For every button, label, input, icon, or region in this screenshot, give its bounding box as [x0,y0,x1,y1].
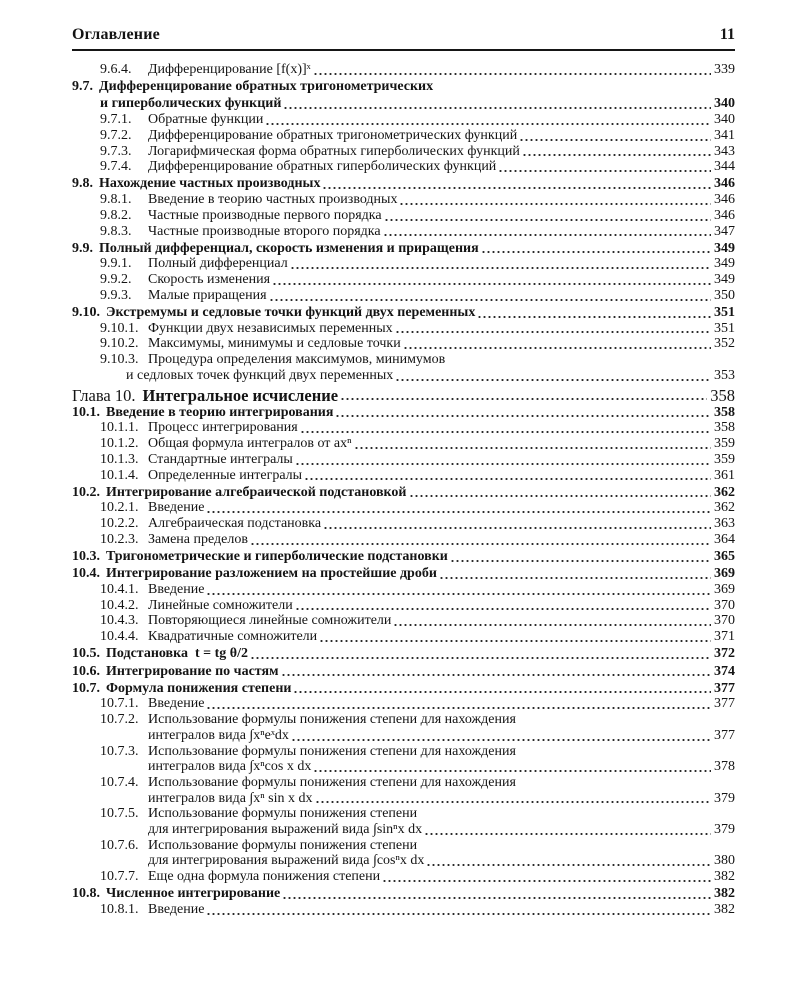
entry-number: 10.1.2. [100,436,139,452]
toc-entry [72,613,735,629]
entry-title: Замена пределов [148,531,248,547]
entry-title: Еще одна формула понижения степени [148,869,381,885]
toc-entry [72,436,735,452]
toc-entry [72,241,735,257]
entry-page: 351 [714,320,735,336]
page-number: 11 [719,26,735,43]
entry-number: 9.7.2. [100,127,132,143]
entry-page: 351 [714,305,735,321]
entry-title: Повторяющиеся линейные сомножители [148,613,392,629]
entry-page: 358 [710,385,735,405]
entry-number: 9.10.3. [100,352,139,368]
entry-page: 353 [714,367,735,383]
entry-number: 10.8. [72,886,100,902]
toc-entry [72,566,735,582]
entry-title: Квадратичные сомножители [148,629,318,645]
entry-page: 379 [714,790,735,806]
dot-leader [439,569,711,582]
toc-list [72,62,735,918]
dot-leader [295,600,711,613]
dot-leader [206,585,711,598]
entry-title: Интегральное исчисление [142,385,339,405]
entry-page: 346 [714,207,735,223]
entry-page: 340 [714,112,735,128]
dot-leader [322,179,711,192]
entry-number: 10.1.3. [100,451,139,467]
entry-number: 10.4. [72,566,100,582]
toc-entry [72,368,735,384]
toc-entry [72,582,735,598]
entry-number: 9.10. [72,305,100,321]
entry-page: 364 [714,531,735,547]
toc-entry [72,681,735,697]
toc-entry [72,728,735,744]
entry-title: Обратные функции [148,112,264,128]
dot-leader [293,683,711,696]
dot-leader [395,371,711,384]
entry-title: Логарифмическая форма обратных гиперболических функций [148,143,520,159]
entry-title: Введение в теорию частных производных [148,192,398,208]
toc-entry [72,775,735,791]
entry-page: 363 [714,516,735,532]
entry-page: 359 [714,451,735,467]
entry-title: Нахождение частных производных [99,176,321,192]
entry-number: 9.7.3. [100,143,132,159]
entry-page: 372 [714,646,735,662]
dot-leader [206,699,711,712]
entry-title: Интегрирование разложением на простейшие дроби [106,566,437,582]
entry-number: 10.4.4. [100,629,139,645]
entry-title: Алгебраическая подстановка [148,516,322,532]
toc-entry [72,305,735,321]
entry-page: 352 [714,336,735,352]
dot-leader [269,291,711,304]
toc-entry [72,79,735,95]
entry-title: Численное интегрирование [106,886,281,902]
entry-page: 374 [714,663,735,679]
entry-page: 377 [714,696,735,712]
toc-entry [72,144,735,160]
dot-leader [304,470,711,483]
entry-number: 9.10.1. [100,320,139,336]
toc-entry [72,806,735,822]
dot-leader [300,423,711,436]
entry-title: Линейные сомножители [148,597,293,613]
entry-title: Использование формулы понижения степени для нахождения [148,743,516,759]
dot-leader [393,616,711,629]
dot-leader [295,455,711,468]
dot-leader [323,519,711,532]
dot-leader [206,905,711,918]
toc-entry [72,886,735,902]
toc-entry [72,646,735,662]
entry-title: Функции двух независимых переменных [148,320,393,336]
entry-number: 9.9.2. [100,272,132,288]
entry-page: 347 [714,223,735,239]
toc-entry [72,791,735,807]
toc-entry [72,96,735,112]
dot-leader [272,275,711,288]
entry-title: Интегрирование алгебраической подстановкой [106,484,407,500]
dot-leader [313,65,711,78]
entry-number: 10.6. [72,663,100,679]
entry-number: 9.8.3. [100,223,132,239]
toc-entry [72,744,735,760]
toc-entry [72,128,735,144]
dot-leader [265,115,711,128]
entry-number: 9.7.4. [100,159,132,175]
entry-title: Максимумы, минимумы и седловые точки [148,336,401,352]
toc-entry [72,208,735,224]
dot-leader [399,195,711,208]
toc-heading: Оглавление [72,26,160,43]
entry-page: 349 [714,272,735,288]
entry-title: Использование формулы понижения степени для нахождения [148,712,516,728]
dot-leader [450,552,711,565]
dot-leader [283,99,711,112]
entry-title: Дифференцирование обратных тригонометрических функций [148,127,518,143]
toc-entry [72,336,735,352]
dot-leader [250,535,711,548]
entry-title: Дифференцирование обратных гиперболических функций [148,159,497,175]
dot-leader [424,825,711,838]
entry-page: 340 [714,96,735,112]
toc-entry [72,420,735,436]
page-header [72,26,735,44]
entry-page: 369 [714,566,735,582]
dot-leader [498,162,711,175]
entry-title: Формула понижения степени [106,680,292,696]
entry-number: 10.7.2. [100,712,139,728]
entry-number: 10.4.1. [100,582,139,597]
entry-number: 9.8. [72,176,93,192]
entry-page: 359 [714,436,735,452]
entry-title: Дифференцирование обратных тригонометрических [99,79,434,95]
entry-title: Использование формулы понижения степени [148,806,418,822]
dot-leader [291,731,711,744]
entry-number: 10.1.1. [100,420,139,436]
entry-title: Полный дифференциал [148,256,288,272]
entry-number: 10.7.3. [100,743,139,759]
entry-title: интегралов вида ∫xⁿeˣdx [148,727,289,743]
entry-number: 10.7. [72,680,100,696]
toc-entry [72,869,735,885]
entry-title: Использование формулы понижения степени для нахождения [148,774,516,790]
toc-entry [72,902,735,918]
dot-leader [519,131,711,144]
entry-page: 369 [714,582,735,597]
dot-leader [384,211,711,224]
entry-page: 378 [714,759,735,775]
dot-leader [383,226,711,239]
entry-number: Глава 10. [72,385,136,405]
toc-entry [72,256,735,272]
dot-leader [340,390,707,403]
dot-leader [426,856,711,869]
entry-title: и гиперболических функций [100,96,282,112]
entry-title: Стандартные интегралы [148,451,293,467]
toc-entry [72,712,735,728]
entry-number: 10.7.4. [100,774,139,790]
dot-leader [403,339,711,352]
entry-page: 341 [714,127,735,143]
toc-entry [72,853,735,869]
entry-title: Экстремумы и седловые точки функций двух переменных [106,305,476,321]
entry-page: 382 [714,902,735,918]
dot-leader [206,503,711,516]
toc-entry [72,485,735,501]
dot-leader [382,872,711,885]
toc-entry [72,759,735,775]
toc-entry [72,822,735,838]
dot-leader [319,632,711,645]
entry-title: для интегрирования выражений вида ∫sinⁿx dx [148,822,423,838]
entry-title: и седловых точек функций двух переменных [126,367,394,383]
toc-entry [72,192,735,208]
entry-number: 10.1.4. [100,467,139,483]
header-rule [72,49,735,51]
entry-page: 380 [714,853,735,869]
entry-number: 10.2.2. [100,516,139,532]
entry-number: 10.2.1. [100,500,139,516]
entry-number: 10.1. [72,404,100,420]
dot-leader [395,323,711,336]
entry-title: Скорость изменения [148,272,271,288]
entry-number: 10.7.1. [100,696,139,712]
entry-number: 10.7.5. [100,806,139,822]
entry-title: Введение [148,902,205,918]
entry-page: 346 [714,192,735,208]
entry-page: 370 [714,613,735,629]
toc-entry [72,500,735,516]
entry-title: Общая формула интегралов от axⁿ [148,436,352,452]
toc-entry [72,272,735,288]
toc-entry [72,176,735,192]
entry-title: для интегрирования выражений вида ∫cosⁿx dx [148,853,425,869]
toc-entry [72,516,735,532]
entry-page: 361 [714,467,735,483]
entry-title: Введение [148,582,205,597]
dot-leader [477,308,711,321]
dot-leader [250,649,711,662]
entry-number: 9.10.2. [100,336,139,352]
entry-number: 10.5. [72,646,100,662]
entry-page: 371 [714,629,735,645]
entry-page: 344 [714,159,735,175]
entry-number: 10.7.6. [100,837,139,853]
toc-entry [72,549,735,565]
toc-entry [72,385,735,405]
dot-leader [290,259,711,272]
entry-title: Определенные интегралы [148,467,303,483]
entry-number: 9.8.1. [100,192,132,208]
entry-page: 343 [714,143,735,159]
dot-leader [522,146,711,159]
entry-number: 9.8.2. [100,207,132,223]
dot-leader [313,762,711,775]
dot-leader [354,439,711,452]
toc-entry [72,468,735,484]
entry-page: 346 [714,176,735,192]
toc-entry [72,224,735,240]
entry-number: 9.6.4. [100,62,132,77]
entry-page: 362 [714,484,735,500]
toc-entry [72,159,735,175]
entry-page: 377 [714,727,735,743]
entry-title: Интегрирование по частям [106,663,279,679]
entry-page: 377 [714,680,735,696]
toc-entry [72,452,735,468]
toc-entry [72,629,735,645]
toc-entry [72,352,735,368]
entry-page: 382 [714,869,735,885]
entry-number: 9.7. [72,79,93,95]
entry-title: Полный дифференциал, скорость изменения и приращения [99,240,479,256]
entry-title: интегралов вида ∫xⁿcos x dx [148,759,312,775]
toc-entry [72,405,735,421]
entry-number: 10.2. [72,484,100,500]
toc-entry [72,664,735,680]
entry-page: 365 [714,549,735,565]
entry-number: 10.4.3. [100,613,139,629]
entry-page: 362 [714,500,735,516]
entry-page: 382 [714,886,735,902]
entry-number: 10.4.2. [100,597,139,613]
entry-page: 350 [714,287,735,303]
entry-title: Дифференцирование [f(x)]ˣ [148,62,311,77]
toc-entry [72,532,735,548]
entry-page: 349 [714,240,735,256]
entry-title: Тригонометрические и гиперболические подстановки [106,549,448,565]
entry-page: 339 [714,62,735,77]
entry-title: Подстановка t = tg θ/2 [106,646,248,662]
entry-title: Введение [148,500,205,516]
entry-number: 10.2.3. [100,531,139,547]
entry-page: 379 [714,822,735,838]
toc-entry [72,838,735,854]
entry-page: 358 [714,420,735,436]
entry-page: 358 [714,404,735,420]
entry-number: 10.8.1. [100,902,139,918]
toc-entry [72,321,735,337]
entry-title: Частные производные второго порядка [148,223,381,239]
entry-number: 9.9. [72,240,93,256]
entry-number: 9.7.1. [100,112,132,128]
dot-leader [481,243,711,256]
entry-page: 370 [714,597,735,613]
entry-title: Частные производные первого порядка [148,207,382,223]
entry-title: Процедура определения максимумов, минимумов [148,352,446,368]
entry-number: 10.3. [72,549,100,565]
entry-page: 349 [714,256,735,272]
dot-leader [409,487,712,500]
toc-entry [72,288,735,304]
dot-leader [282,889,711,902]
dot-leader [281,666,711,679]
entry-title: интегралов вида ∫xⁿ sin x dx [148,790,313,806]
toc-entry [72,62,735,78]
entry-title: Малые приращения [148,287,267,303]
entry-title: Процесс интегрирования [148,420,298,436]
entry-title: Введение в теорию интегрирования [106,404,334,420]
entry-number: 9.9.1. [100,256,132,272]
toc-entry [72,112,735,128]
toc-entry [72,598,735,614]
entry-title: Введение [148,696,205,712]
entry-title: Использование формулы понижения степени [148,837,418,853]
dot-leader [315,793,711,806]
entry-number: 9.9.3. [100,287,132,303]
entry-number: 10.7.7. [100,869,139,885]
toc-entry [72,696,735,712]
dot-leader [335,407,711,420]
